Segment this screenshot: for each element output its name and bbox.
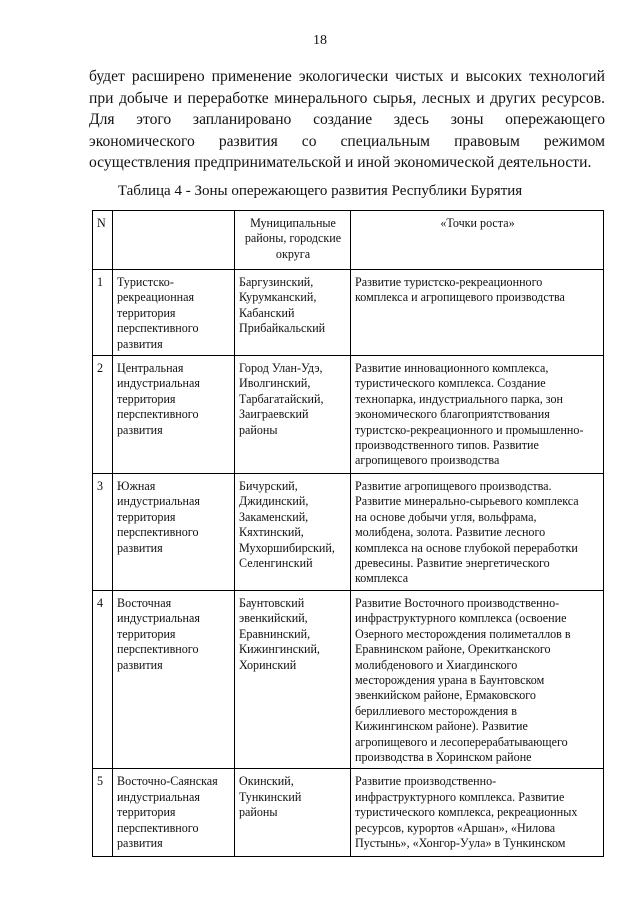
table-row	[93, 356, 604, 474]
row-districts	[235, 474, 351, 591]
table-row	[93, 474, 604, 591]
row-growth	[351, 590, 604, 768]
row-districts	[235, 356, 351, 474]
page-number: 18	[313, 33, 327, 48]
row-num: 2	[93, 356, 113, 474]
zone-text: Восточная индустриальная территория перспективного развития	[117, 595, 200, 672]
row-growth	[351, 769, 604, 857]
row-growth	[351, 356, 604, 474]
growth-text: Развитие агропищевого производства. Развитие минерально-сырьевого комплекса на основе добычи угля, вольфрама, молибдена, золота. Развитие лесного комплекса на основе глубокой переработки древесины. Развитие энергетического комплекса	[355, 479, 579, 586]
table-row	[93, 769, 604, 857]
row-growth	[351, 270, 604, 356]
zone-text: Южная индустриальная территория перспективного развития	[117, 479, 200, 555]
row-zone	[113, 590, 235, 768]
row-districts	[235, 270, 351, 356]
row-num: 1	[93, 270, 113, 356]
row-zone	[113, 356, 235, 474]
growth-text: Развитие туристско-рекреационного комплекса и агропищевого производства	[355, 275, 565, 305]
table-row	[93, 590, 604, 768]
districts-text: Окинский, Тункинский районы	[239, 774, 302, 820]
growth-text: Развитие производственно- инфраструктурного комплекса. Развитие туристического комплекса, рекреационных ресурсов, курортов «Аршан», «Нилова Пустынь», «Хонгор-Уула» в Тункинском	[355, 774, 578, 850]
header-zone	[113, 211, 235, 270]
growth-text: Развитие инновационного комплекса, туристического комплекса. Создание технопарка, индустриального парка, зон экономического благоприятствования туристско-рекреационного и промышленно- производственного типов. Развитие агропищевого производства	[355, 361, 584, 468]
zone-text: Центральная индустриальная территория перспективного развития	[117, 361, 200, 437]
table-row	[93, 270, 604, 356]
row-growth	[351, 474, 604, 591]
header-num: N	[93, 211, 113, 270]
row-districts	[235, 590, 351, 768]
row-num: 4	[93, 590, 113, 768]
row-zone	[113, 769, 235, 857]
districts-text: Баргузинский, Курумканский, Кабанский Прибайкальский	[239, 275, 326, 336]
districts-text: Баунтовский эвенкийский, Еравнинский, Кижингинский, Хоринский	[239, 595, 320, 672]
districts-text: Бичурский, Джидинский, Закаменский, Кяхтинский, Мухоршибирский, Селенгинский	[239, 479, 335, 571]
zone-text: Туристско- рекреационная территория перспективного развития	[117, 275, 199, 351]
row-num: 5	[93, 769, 113, 857]
zones-table	[92, 210, 604, 857]
table-header-row	[93, 211, 604, 270]
growth-text: Развитие Восточного производственно- инфраструктурного комплекса (освоение Озерного месторождения полиметаллов в Еравнинском районе, Орекитканского молибденового и Хиагдинского месторождения урана в Баунтовском эвенкийском районе, Ермаковского бериллиевого месторождения в Кижингинском районе). Развитие агропищевого и лесоперерабатывающего производства в Хоринском районе	[355, 595, 571, 764]
zone-text: Восточно-Саянская индустриальная территория перспективного развития	[117, 774, 218, 850]
body-paragraph: будет расширено применение экологически чистых и высоких технологий при добыче и переработке минерального сырья, лесных и других ресурсов. Для этого запланировано создание здесь зоны опережающего экономического развития со специальным правовым режимом осуществления предпринимательской и иной экономической деятельности.	[89, 68, 605, 171]
row-zone	[113, 270, 235, 356]
districts-text: Город Улан-Удэ, Иволгинский, Тарбагатайский, Заиграевский районы	[239, 361, 324, 437]
header-growth-points: «Точки роста»	[351, 211, 604, 270]
row-num: 3	[93, 474, 113, 591]
row-districts	[235, 769, 351, 857]
table-caption: Таблица 4 - Зоны опережающего развития Республики Бурятия	[117, 183, 523, 199]
header-districts: Муниципальные районы, городские округа	[235, 211, 351, 270]
row-zone	[113, 474, 235, 591]
